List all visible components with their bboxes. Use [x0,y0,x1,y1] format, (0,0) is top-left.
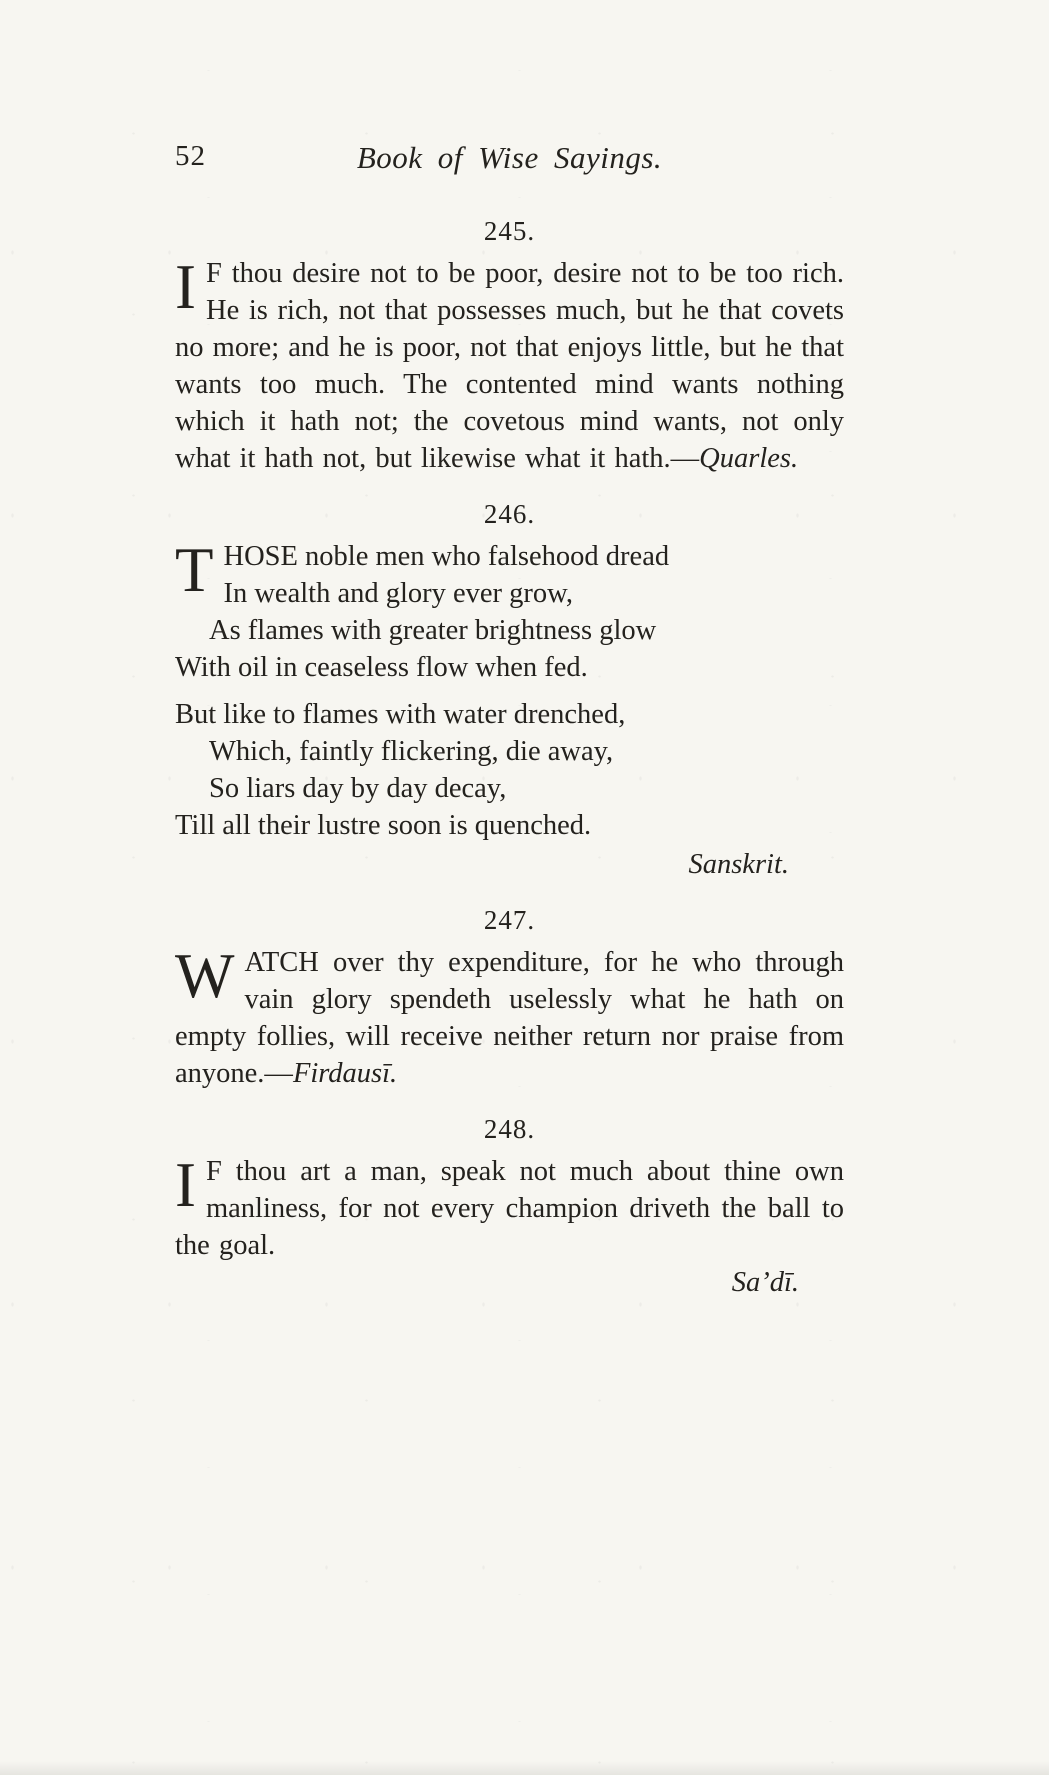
dropcap-letter: I [175,1150,196,1220]
running-title: Book of Wise Sayings. [356,140,663,175]
section-number-246: 246. [483,499,536,529]
dropcap-letter: W [175,941,235,1011]
dropcap-letter: I [175,252,196,322]
attribution-sanskrit: Sanskrit. [688,849,789,880]
attribution-quarles: Quarles. [699,443,799,474]
poem [175,535,844,883]
section-number-247: 247. [483,905,536,935]
poem-line: HOSE noble men who falsehood dread [223,541,670,572]
poem-line: But like to flames with water drenched, [175,699,626,730]
saying-248-body: F thou art a man, speak not much about thine own manliness, for not every champion driveth the ball to the goal. [175,1156,844,1261]
saying-246 [175,499,844,883]
attribution-sadi: Sa’dī. [731,1267,799,1298]
poem-line: Till all their lustre soon is quenched. [175,810,592,841]
saying-245 [175,216,844,477]
page-header [175,140,844,180]
saying-245-body: F thou desire not to be poor, desire not to be too rich. He is rich, not that possesses much, but he that covets no more; and he is poor, not that enjoys little, but he that wants too much. The contented mind wants nothing which it hath not; the covetous mind wants, not only what it hath not, but likewise what it hath.— [175,258,844,474]
saying-245-paragraph [175,252,844,477]
saying-247-paragraph [175,941,844,1092]
section-number-248: 248. [483,1114,536,1144]
section-number-245: 245. [483,216,536,246]
attribution-firdausi: Firdausī. [292,1058,398,1089]
poem-line: In wealth and glory ever grow, [223,578,574,609]
saying-247 [175,905,844,1092]
poem-line: Which, faintly flickering, die away, [209,736,614,767]
saying-248-paragraph [175,1150,844,1264]
dropcap-letter: T [175,535,214,605]
page-number: 52 [175,140,206,172]
saying-248 [175,1114,844,1301]
poem-line: As flames with greater brightness glow [209,615,657,646]
poem-line: So liars day by day decay, [209,773,507,804]
saying-247-body: ATCH over thy expenditure, for he who through vain glory spendeth uselessly what he hath on empty follies, will receive neither return nor praise from anyone.— [175,947,844,1089]
poem-line: With oil in ceaseless flow when fed. [175,652,588,683]
